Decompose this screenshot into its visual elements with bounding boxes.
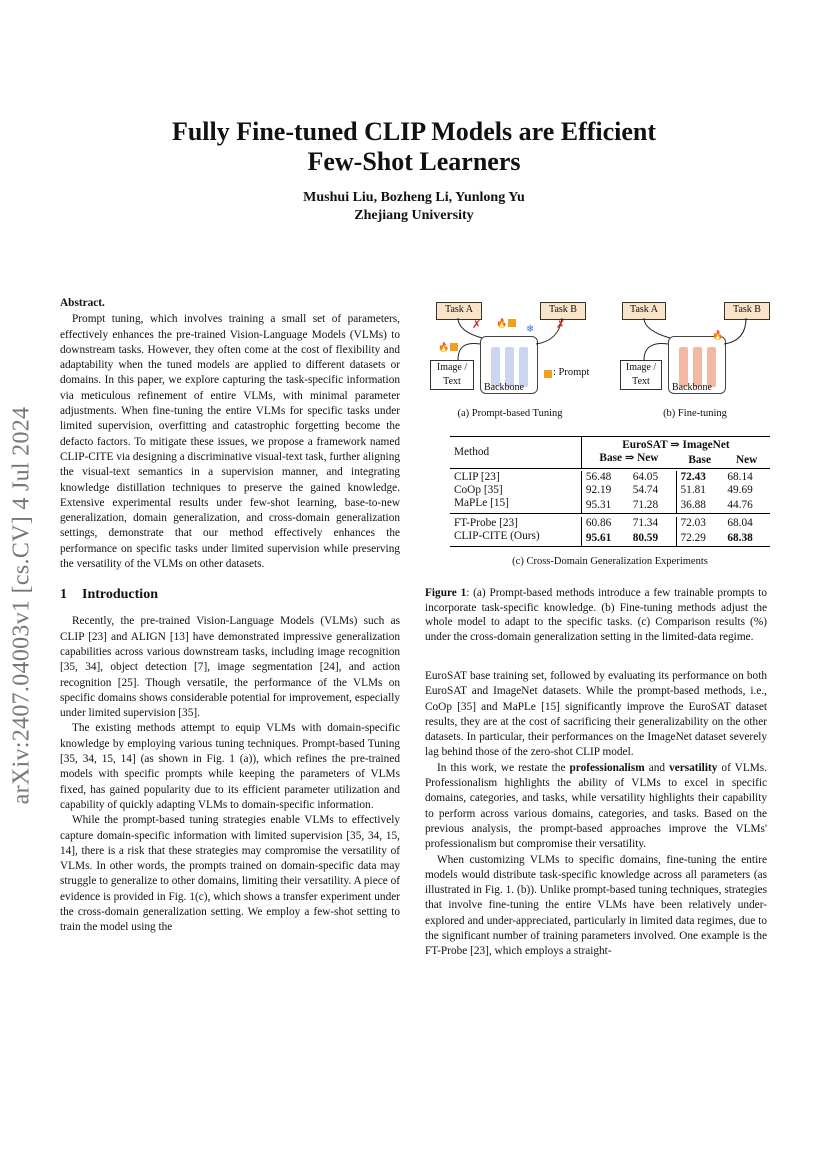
intro-paragraph-3: While the prompt-based tuning strategies enable VLMs to effectively capture domain-specific information with limited supervision [35, 34, 15, 14], there is a risk that these strategies may compromise the versatility of VLMs. In other words, the prompts trained on domain-specific data may struggle to generalize to other domains, limiting their versatility. A piece of evidence is provided in Fig. 1(c), which shows a transfer experiment under the cross-domain generalization setting. We employ a few-shot setting to train the model using the: [60, 814, 400, 934]
title-line-1: Fully Fine-tuned CLIP Models are Efficient: [171, 117, 657, 146]
right-paragraph-3: When customizing VLMs to specific domains, fine-tuning the entire models would distribute task-specific knowledge across all parameters (as illustrated in Fig. 1. (b)). Unlike prompt-based tuning techniques, strategies that involve fine-tuning the entire VLMs have been relatively under-explored and under-appreciated, particularly in limited data regimes, due to the significant number of training parameters involved. One example is the FT-Probe [23], which employs a straight-: [425, 853, 767, 958]
table-row: [450, 471, 770, 484]
cell-value: 72.03: [676, 517, 723, 530]
cell-method: CLIP-CITE (Ours): [454, 530, 540, 542]
cell-value: 68.38: [727, 531, 753, 544]
new-header: New: [736, 453, 758, 466]
task-b-box: Task B: [540, 302, 586, 320]
abstract-heading: Abstract.: [60, 297, 105, 309]
right-column: [425, 669, 767, 960]
figure-1c-table: [450, 436, 770, 547]
flame-icon: 🔥: [496, 318, 508, 328]
red-x-icon: ✗: [556, 319, 566, 331]
section-title: Introduction: [82, 587, 158, 603]
cell-value: 56.48: [581, 471, 628, 484]
caption-c: (c) Cross-Domain Generalization Experiments: [512, 556, 708, 567]
cell-value: 36.88: [676, 497, 723, 514]
cell-value: 64.05: [632, 471, 659, 483]
caption-b: (b) Fine-tuning: [663, 408, 727, 419]
cell-method: CoOp [35]: [454, 484, 503, 496]
section-heading: [60, 586, 400, 604]
task-a-box: Task A: [622, 302, 666, 320]
arxiv-stamp: arXiv:2407.04003v1 [cs.CV] 4 Jul 2024: [8, 406, 35, 805]
authors: Mushui Liu, Bozheng Li, Yunlong Yu: [303, 190, 525, 205]
cell-value: 68.14: [727, 471, 753, 483]
cell-value: 95.61: [581, 530, 628, 546]
sub-header: Base ⇒ New: [581, 452, 676, 469]
cell-value: 71.34: [632, 517, 659, 529]
task-b-box: Task B: [724, 302, 770, 320]
figure-1b: [616, 298, 776, 408]
intro-paragraph-1: Recently, the pre-trained Vision-Language Models (VLMs) such as CLIP [23] and ALIGN [13] have demonstrated impressive generalization capabilities across various downstream tasks, including image recognition [35, 34], object detection [7], image segmentation [24], and action recognition [25]. Though versatile, the performance of the VLMs on specific domains shows considerable potential for improvement, especially under limited supervision [35].: [60, 615, 400, 720]
table-row: [450, 497, 770, 514]
flame-icon: 🔥: [438, 342, 450, 352]
text-run: In this work, we restate the: [437, 761, 570, 774]
method-header: Method: [454, 446, 490, 458]
prompt-legend-label: : Prompt: [553, 367, 590, 378]
abstract-text: Prompt tuning, which involves training a small set of parameters, effectively enhances the pre-trained Vision-Language Models (VLMs) to downstream tasks. However, they often come at the cost of flexibility and adaptability when the tuned models are applied to different datasets or domains. In this paper, we explore capturing the task-specific information via meticulous refinement of entire VLMs, with minimal parameter adjustments. When fine-tuning the entire VLMs for specific tasks under limited supervision, overfitting and catastrophic forgetting become the defacto factors. To mitigate these issues, we propose a framework named CLIP-CITE via designing a discriminative visual-text task, further aligning the visual-text semantics in a supervision manner, and integrating knowledge distillation techniques to preserve the gained knowledge. Extensive experimental results under few-shot learning, base-to-new generalization, domain generalization, and cross-domain generalization settings, demonstrate that our method effectively enhances the performance on specific tasks under limited supervision while preserving the versatility of the VLMs on other datasets.: [60, 313, 400, 571]
figure-label: Figure 1: [425, 587, 467, 599]
cell-value: 68.04: [727, 517, 753, 529]
figure-caption: [425, 586, 767, 644]
cell-value: 51.81: [676, 484, 723, 497]
section-number: 1: [60, 587, 67, 603]
intro-paragraph-2: The existing methods attempt to equip VLMs with domain-specific knowledge by employing various tuning techniques. Prompt-based Tuning [35, 34, 15, 14] (as shown in Fig. 1 (a)), which refines the pre-trained models with specific prompts while keeping the parameters of VLMs fixed, has gained popularity due to its efficient parameter utilization and capability of quickly adapting VLMs to domain-specific information.: [60, 722, 400, 811]
emphasis-versatility: versatility: [669, 761, 718, 774]
figure-caption-text: : (a) Prompt-based methods introduce a few trainable prompts to incorporate task-specific knowledge. (b) Fine-tuning methods adjust the whole model to adapt to the specific tasks. (c) Comparison results (%) under the cross-domain generalization setting in the limited-data regime.: [425, 587, 767, 643]
cell-value: 49.69: [727, 484, 753, 496]
cell-value: 54.74: [632, 484, 659, 496]
cell-method: MaPLe [15]: [454, 497, 509, 509]
affiliation: Zhejiang University: [354, 208, 474, 223]
caption-a: (a) Prompt-based Tuning: [457, 408, 563, 419]
base-header: Base: [688, 453, 711, 466]
text-run: and: [644, 761, 670, 774]
cell-value: 72.43: [676, 471, 723, 484]
emphasis-professionalism: professionalism: [569, 761, 645, 774]
title-line-2: Few-Shot Learners: [307, 147, 521, 176]
snowflake-icon: ❄: [526, 324, 535, 335]
table-row: [450, 530, 770, 546]
image-text-box: Image / Text: [430, 360, 474, 390]
paper-title: [0, 117, 828, 177]
task-a-box: Task A: [436, 302, 482, 320]
flow-arrows: [616, 298, 776, 398]
image-text-box: Image / Text: [620, 360, 662, 390]
cell-value: 44.76: [727, 498, 753, 511]
backbone-label: Backbone: [484, 382, 524, 393]
cell-value: 60.86: [581, 517, 628, 530]
cell-value: 71.28: [632, 498, 659, 511]
cell-value: 95.31: [581, 497, 628, 514]
red-x-icon: ✗: [472, 319, 482, 331]
cell-value: 92.19: [581, 484, 628, 497]
table-row: [450, 517, 770, 530]
flame-icon: 🔥: [712, 330, 724, 340]
cell-method: CLIP [23]: [454, 471, 500, 483]
author-block: [0, 189, 828, 225]
flow-arrows: [428, 298, 608, 398]
left-column: [60, 296, 400, 936]
group-header: EuroSAT ⇒ ImageNet: [581, 437, 770, 452]
right-paragraph-2: [425, 761, 767, 853]
right-paragraph-1: EuroSAT base training set, followed by evaluating its performance on both EuroSAT and ImageNet datasets. While the prompt-based methods, i.e., CoOp [35] and MaPLe [15] significantly improve the EuroSAT dataset results, they are at the cost of sacrificing their generalizability on the other datasets. In particular, their performances on the ImageNet dataset severely lag behind those of the zero-shot CLIP model.: [425, 670, 767, 759]
backbone-label: Backbone: [672, 382, 712, 393]
cell-method: FT-Probe [23]: [454, 517, 518, 529]
cell-value: 80.59: [632, 531, 659, 544]
table-row: [450, 484, 770, 497]
text-run: of VLMs. Professionalism highlights the ability of VLMs to excel in specific domains, categories, and tasks, while versatility highlights their capability to perform across various domains, categories, and tasks. Based on the previous analysis, the prompt-based approaches improve the VLMs' professionalism but compromise their versatility.: [425, 761, 768, 851]
cell-value: 72.29: [676, 530, 723, 546]
